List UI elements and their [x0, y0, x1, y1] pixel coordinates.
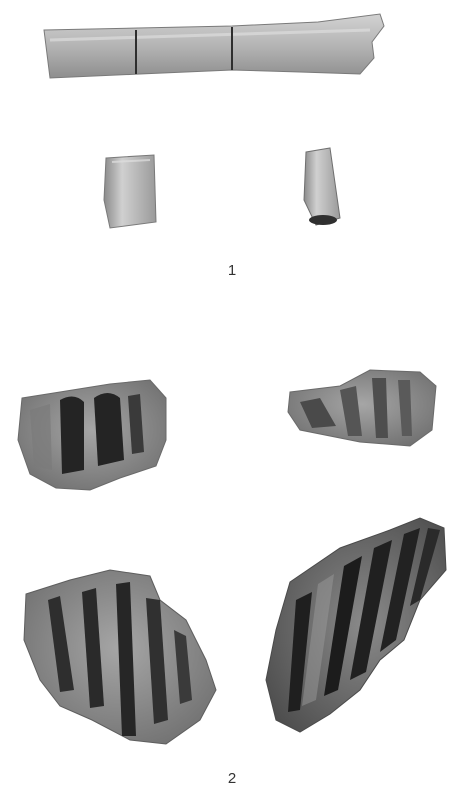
long-bone-tube	[44, 14, 384, 78]
short-bone-tube-left	[104, 155, 156, 228]
grooved-sherd-top-left	[18, 380, 166, 490]
grooved-sherd-bottom-right	[266, 518, 446, 732]
figure-label-group-2: 2	[227, 770, 237, 787]
grooved-sherd-bottom-left	[24, 570, 216, 744]
figure-label-group-1: 1	[227, 262, 237, 279]
short-bone-tube-right	[304, 148, 340, 225]
grooved-sherd-top-right	[288, 370, 436, 446]
